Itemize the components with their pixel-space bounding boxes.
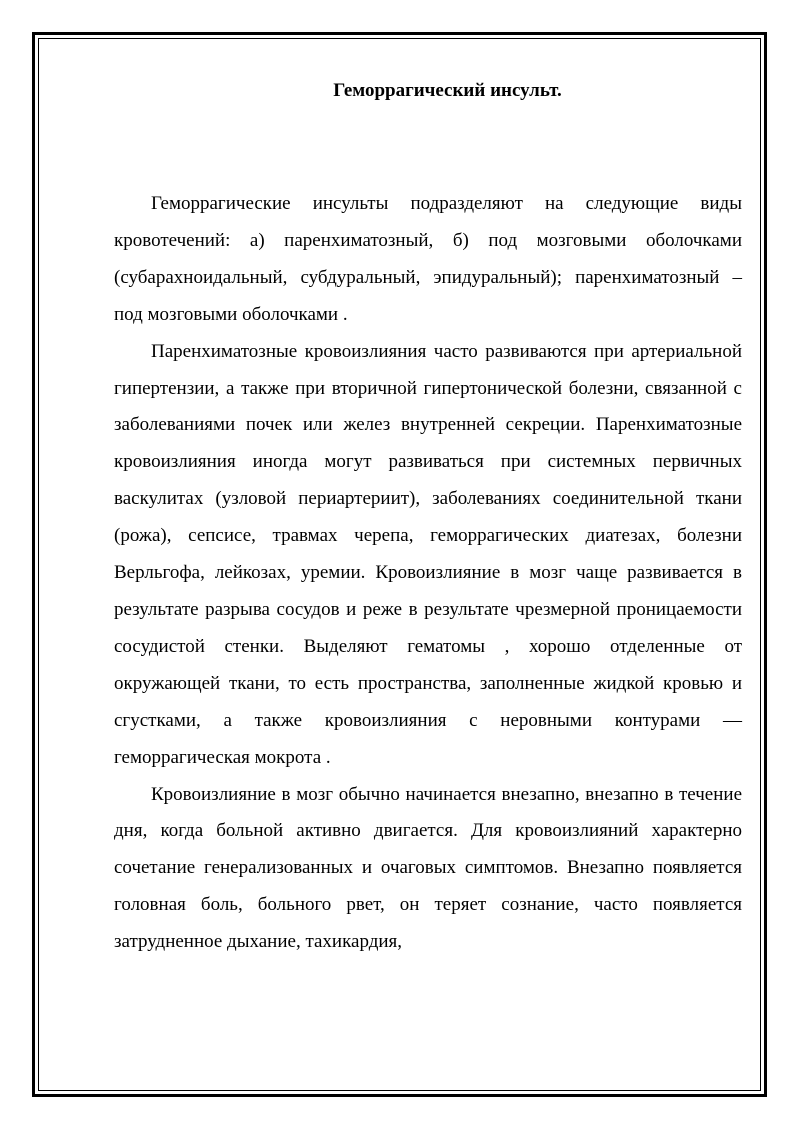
paragraph-3: Кровоизлияние в мозг обычно начинается внезапно, внезапно в течение дня, когда больной активно двигается. Для кровоизлияний характерно сочетание генерализованных и очаговых симптомов. Внезапно появляется головная боль, больного рвет, он теряет сознание, часто появляется затрудненное дыхание, тахикардия,: [114, 783, 742, 953]
document-title: Геморрагический инсульт.: [333, 80, 562, 101]
paragraph-1: Геморрагические инсульты подразделяют на следующие виды кровотечений: а) паренхиматозный, б) под мозговыми оболочками (субарахноидальный, субдуральный, эпидуральный); паренхиматозный – под мозговыми оболочками .: [114, 193, 742, 325]
document-body: [114, 186, 742, 961]
paragraph-2: Паренхиматозные кровоизлияния часто развиваются при артериальной гипертензии, а также при вторичной гипертонической болезни, связанной с заболеваниями почек или желез внутренней секреции. Паренхиматозные кровоизлияния иногда могут развиваться при системных первичных васкулитах (узловой периартериит), заболеваниях соединительной ткани (рожа), сепсисе, травмах черепа, геморрагических диатезах, болезни Верльгофа, лейкозах, уремии. Кровоизлияние в мозг чаще развивается в результате разрыва сосудов и реже в результате чрезмерной проницаемости сосудистой стенки. Выделяют гематомы , хорошо отделенные от окружающей ткани, то есть пространства, заполненные жидкой кровью и сгустками, а также кровоизлияния с неровными контурами — геморрагическая мокрота .: [114, 340, 742, 768]
